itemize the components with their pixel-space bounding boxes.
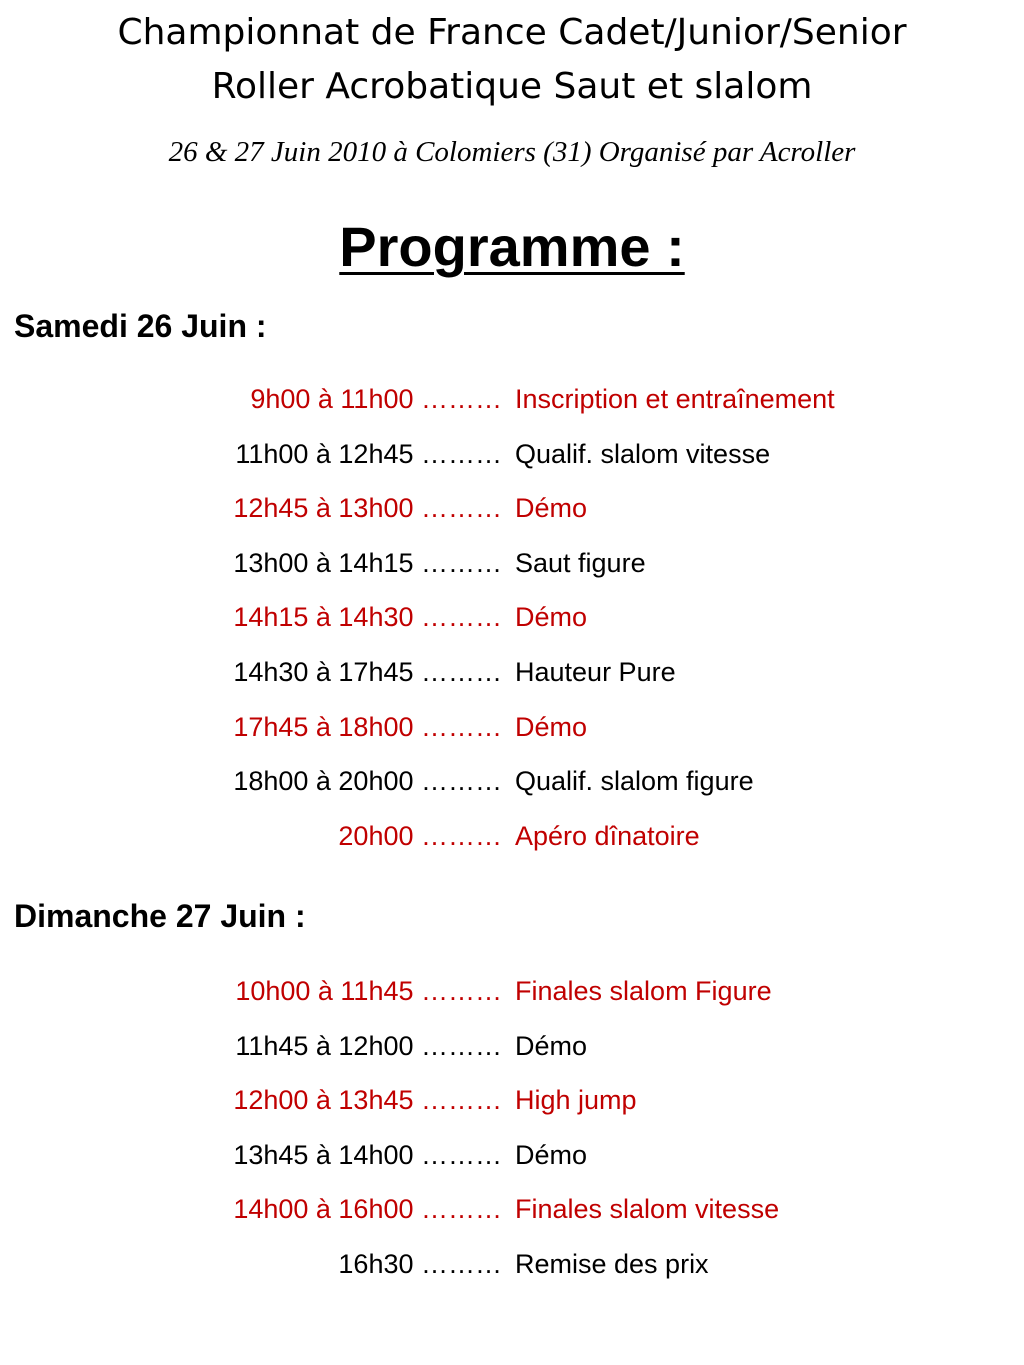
schedule-row xyxy=(0,374,1024,429)
day-heading-sunday: Dimanche 27 Juin : xyxy=(14,898,306,934)
schedule-activity: Démo xyxy=(515,711,588,742)
schedule-row xyxy=(0,811,1024,866)
schedule-activity: Démo xyxy=(515,1030,588,1061)
schedule-row xyxy=(0,538,1024,593)
schedule-time: 20h00 ……… xyxy=(338,820,502,851)
schedule-activity: Démo xyxy=(515,1139,588,1170)
schedule-activity: Finales slalom vitesse xyxy=(515,1194,780,1225)
schedule-activity: Inscription et entraînement xyxy=(515,384,835,414)
title-line-1: Championnat de France Cadet/Junior/Senior xyxy=(117,12,907,53)
schedule-time: 14h15 à 14h30 ……… xyxy=(233,602,502,633)
schedule-sunday xyxy=(0,966,1024,1294)
schedule-activity: High jump xyxy=(515,1085,637,1116)
schedule-saturday xyxy=(0,374,1024,865)
schedule-time: 16h30 ……… xyxy=(338,1248,502,1279)
schedule-row xyxy=(0,647,1024,702)
day-heading-saturday: Samedi 26 Juin : xyxy=(14,308,267,344)
schedule-activity: Remise des prix xyxy=(515,1248,709,1279)
schedule-time: 12h00 à 13h45 ……… xyxy=(233,1085,502,1116)
schedule-time: 11h45 à 12h00 ……… xyxy=(235,1030,502,1061)
schedule-row xyxy=(0,1130,1024,1185)
schedule-row xyxy=(0,483,1024,538)
schedule-time: 14h00 à 16h00 ……… xyxy=(233,1194,502,1225)
schedule-activity: Finales slalom Figure xyxy=(515,976,772,1006)
schedule-row xyxy=(0,429,1024,484)
schedule-activity: Qualif. slalom vitesse xyxy=(515,438,771,469)
schedule-time: 14h30 à 17h45 ……… xyxy=(233,656,502,687)
schedule-time: 17h45 à 18h00 ……… xyxy=(233,711,502,742)
schedule-time: 12h45 à 13h00 ……… xyxy=(233,493,502,524)
schedule-activity: Saut figure xyxy=(515,547,646,578)
schedule-time: 18h00 à 20h00 ……… xyxy=(233,766,502,797)
schedule-time: 9h00 à 11h00 ……… xyxy=(250,384,502,414)
schedule-time: 10h00 à 11h45 ……… xyxy=(235,976,502,1006)
schedule-row xyxy=(0,592,1024,647)
schedule-row xyxy=(0,702,1024,757)
event-subtitle: 26 & 27 Juin 2010 à Colomiers (31) Organisé par Acroller xyxy=(168,136,856,168)
schedule-row xyxy=(0,966,1024,1021)
schedule-row xyxy=(0,1239,1024,1294)
schedule-activity: Apéro dînatoire xyxy=(515,820,700,851)
schedule-row xyxy=(0,756,1024,811)
schedule-time: 13h00 à 14h15 ……… xyxy=(233,547,502,578)
programme-heading: Programme : xyxy=(339,215,685,278)
schedule-activity: Démo xyxy=(515,602,588,633)
schedule-activity: Hauteur Pure xyxy=(515,656,676,687)
title-line-2: Roller Acrobatique Saut et slalom xyxy=(211,66,813,107)
schedule-activity: Qualif. slalom figure xyxy=(515,766,754,797)
schedule-activity: Démo xyxy=(515,493,588,524)
schedule-time: 11h00 à 12h45 ……… xyxy=(235,438,502,469)
schedule-row xyxy=(0,1021,1024,1076)
schedule-row xyxy=(0,1184,1024,1239)
schedule-row xyxy=(0,1075,1024,1130)
schedule-time: 13h45 à 14h00 ……… xyxy=(233,1139,502,1170)
